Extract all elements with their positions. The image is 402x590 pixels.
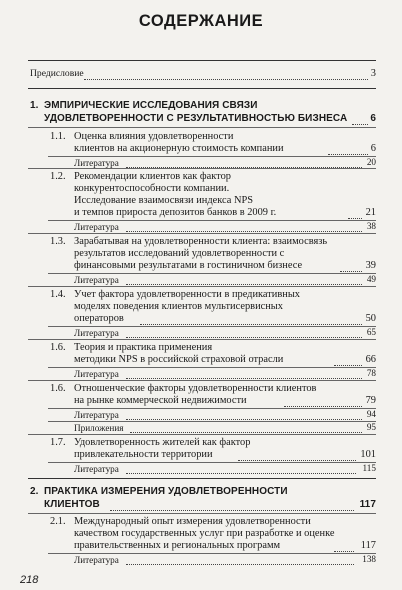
subsection-number: 1.4. — [50, 289, 66, 300]
subsection-title-line: результатов исследований удовлетворенности с — [74, 248, 285, 259]
toc-literature[interactable] — [28, 368, 376, 379]
leader-dots — [126, 463, 356, 474]
literature-label: Литература — [74, 275, 119, 285]
literature-label: Литература — [74, 555, 119, 565]
rule — [28, 339, 376, 340]
rule — [28, 60, 376, 61]
subsection-title-line: качеством государственных услуг при разработке и оценке — [74, 528, 335, 539]
subsection-title-line: Оценка влияния удовлетворенности — [74, 131, 234, 142]
subsection-page: 117 — [360, 539, 376, 551]
leader-dots — [126, 554, 354, 565]
rule — [28, 478, 376, 479]
subsection-title-line: Международный опыт измерения удовлетворенности — [74, 516, 311, 527]
toc-literature[interactable] — [28, 221, 376, 232]
subsection-title-line: клиентов на акционерную стоимость компании — [74, 143, 284, 154]
subsection-number: 1.7. — [50, 437, 66, 448]
toc-subsection-1-1[interactable] — [28, 131, 376, 155]
rule — [28, 127, 376, 128]
literature-page: 20 — [366, 156, 376, 167]
section-title-line: ЭМПИРИЧЕСКИЕ ИССЛЕДОВАНИЯ СВЯЗИ — [44, 100, 258, 111]
subsection-page: 50 — [365, 312, 376, 324]
subsection-page: 101 — [360, 448, 376, 460]
preface-page: 3 — [370, 67, 376, 79]
literature-page: 49 — [366, 273, 376, 284]
leader-dots — [126, 221, 362, 232]
subsection-title-line: Отношенческие факторы удовлетворенности клиентов — [74, 383, 317, 394]
section-title-line: КЛИЕНТОВ — [44, 499, 100, 510]
literature-page: 78 — [366, 367, 376, 378]
toc-subsection-1-7[interactable] — [28, 437, 376, 461]
leader-dots — [126, 274, 362, 285]
leader-dots — [84, 69, 368, 80]
subsection-title-line: Теория и практика применения — [74, 342, 213, 353]
toc-subsection-1-6[interactable] — [28, 342, 376, 366]
rule — [28, 380, 376, 381]
literature-page: 94 — [366, 408, 376, 419]
section-page: 6 — [370, 112, 376, 124]
toc-subsection-1-2[interactable] — [28, 171, 376, 219]
subsection-title-line: моделях поведения клиентов мультисервисных — [74, 301, 283, 312]
rule — [28, 88, 376, 89]
subsection-number: 1.2. — [50, 171, 66, 182]
leader-dots — [140, 314, 362, 325]
toc-subsection-1-6b[interactable] — [28, 383, 376, 407]
page-number: 218 — [20, 574, 39, 586]
toc-literature[interactable] — [28, 409, 376, 420]
subsection-title-line: и темпов прироста депозитов банков в 2009 г. — [74, 207, 277, 218]
toc-literature[interactable] — [28, 274, 376, 285]
leader-dots — [328, 144, 368, 155]
toc-literature[interactable] — [28, 463, 376, 474]
leader-dots — [348, 208, 362, 219]
subsection-title-line: Зарабатывая на удовлетворенности клиента: взаимосвязь — [74, 236, 328, 247]
leader-dots — [110, 500, 354, 511]
section-title-line: ПРАКТИКА ИЗМЕРЕНИЯ УДОВЛЕТВОРЕННОСТИ — [44, 486, 288, 497]
subsection-title-line: Исследование взаимосвязи индекса NPS — [74, 195, 254, 206]
toc-literature[interactable] — [28, 327, 376, 338]
leader-dots — [126, 409, 362, 420]
literature-page: 115 — [362, 462, 376, 473]
subsection-title-line: привлекательности территории — [74, 449, 213, 460]
subsection-title-line: конкурентоспособности компании. — [74, 183, 230, 194]
subsection-number: 1.6. — [50, 383, 66, 394]
leader-dots — [126, 327, 362, 338]
rule — [28, 233, 376, 234]
literature-label: Литература — [74, 369, 119, 379]
preface-label: Предисловие — [30, 68, 84, 79]
toc-appendix[interactable] — [28, 422, 376, 433]
section-page: 117 — [359, 498, 376, 510]
rule — [28, 168, 376, 169]
toc-subsection-1-4[interactable] — [28, 289, 376, 325]
rule — [28, 513, 376, 514]
subsection-title-line: на рынке коммерческой недвижимости — [74, 395, 247, 406]
section-number: 1. — [30, 100, 39, 111]
subsection-title-line: операторов — [74, 313, 124, 324]
toc-subsection-1-3[interactable] — [28, 236, 376, 272]
literature-page: 38 — [366, 220, 376, 231]
literature-label: Литература — [74, 158, 119, 168]
literature-label: Литература — [74, 328, 119, 338]
subsection-number: 1.3. — [50, 236, 66, 247]
literature-label: Литература — [74, 464, 119, 474]
leader-dots — [334, 541, 354, 552]
subsection-number: 1.6. — [50, 342, 66, 353]
literature-page: 65 — [366, 326, 376, 337]
subsection-number: 1.1. — [50, 131, 66, 142]
rule — [28, 434, 376, 435]
leader-dots — [352, 114, 368, 125]
subsection-page: 21 — [365, 206, 376, 218]
leader-dots — [126, 157, 362, 168]
subsection-page: 39 — [365, 259, 376, 271]
leader-dots — [130, 422, 362, 433]
literature-page: 138 — [362, 553, 376, 564]
toc-section-1[interactable] — [28, 100, 376, 125]
leader-dots — [126, 368, 362, 379]
toc-literature[interactable] — [28, 554, 376, 565]
subsection-title-line: Удовлетворенность жителей как фактор — [74, 437, 251, 448]
subsection-title-line: правительственных и региональных программ — [74, 540, 281, 551]
leader-dots — [238, 450, 356, 461]
toc-section-2[interactable] — [28, 486, 376, 511]
appendix-label: Приложения — [74, 423, 124, 433]
subsection-title-line: Рекомендации клиентов как фактор — [74, 171, 231, 182]
page-title: СОДЕРЖАНИЕ — [138, 12, 264, 30]
toc-literature[interactable] — [28, 157, 376, 168]
rule — [28, 286, 376, 287]
section-title-line: УДОВЛЕТВОРЕННОСТИ С РЕЗУЛЬТАТИВНОСТЬЮ БИЗНЕСА — [44, 113, 348, 124]
subsection-page: 66 — [365, 353, 376, 365]
leader-dots — [334, 355, 362, 366]
subsection-title-line: финансовыми результатами в гостиничном бизнесе — [74, 260, 303, 271]
literature-label: Литература — [74, 222, 119, 232]
subsection-page: 79 — [365, 394, 376, 406]
toc-entry-preface[interactable] — [28, 68, 376, 80]
toc-subsection-2-1[interactable] — [28, 516, 376, 552]
appendix-page: 95 — [366, 421, 376, 432]
leader-dots — [284, 396, 362, 407]
section-number: 2. — [30, 486, 39, 497]
leader-dots — [340, 261, 362, 272]
subsection-number: 2.1. — [50, 516, 66, 527]
subsection-title-line: Учет фактора удовлетворенности в предикативных — [74, 289, 301, 300]
subsection-page: 6 — [370, 142, 376, 154]
subsection-title-line: методики NPS в российской страховой отрасли — [74, 354, 284, 365]
literature-label: Литература — [74, 410, 119, 420]
